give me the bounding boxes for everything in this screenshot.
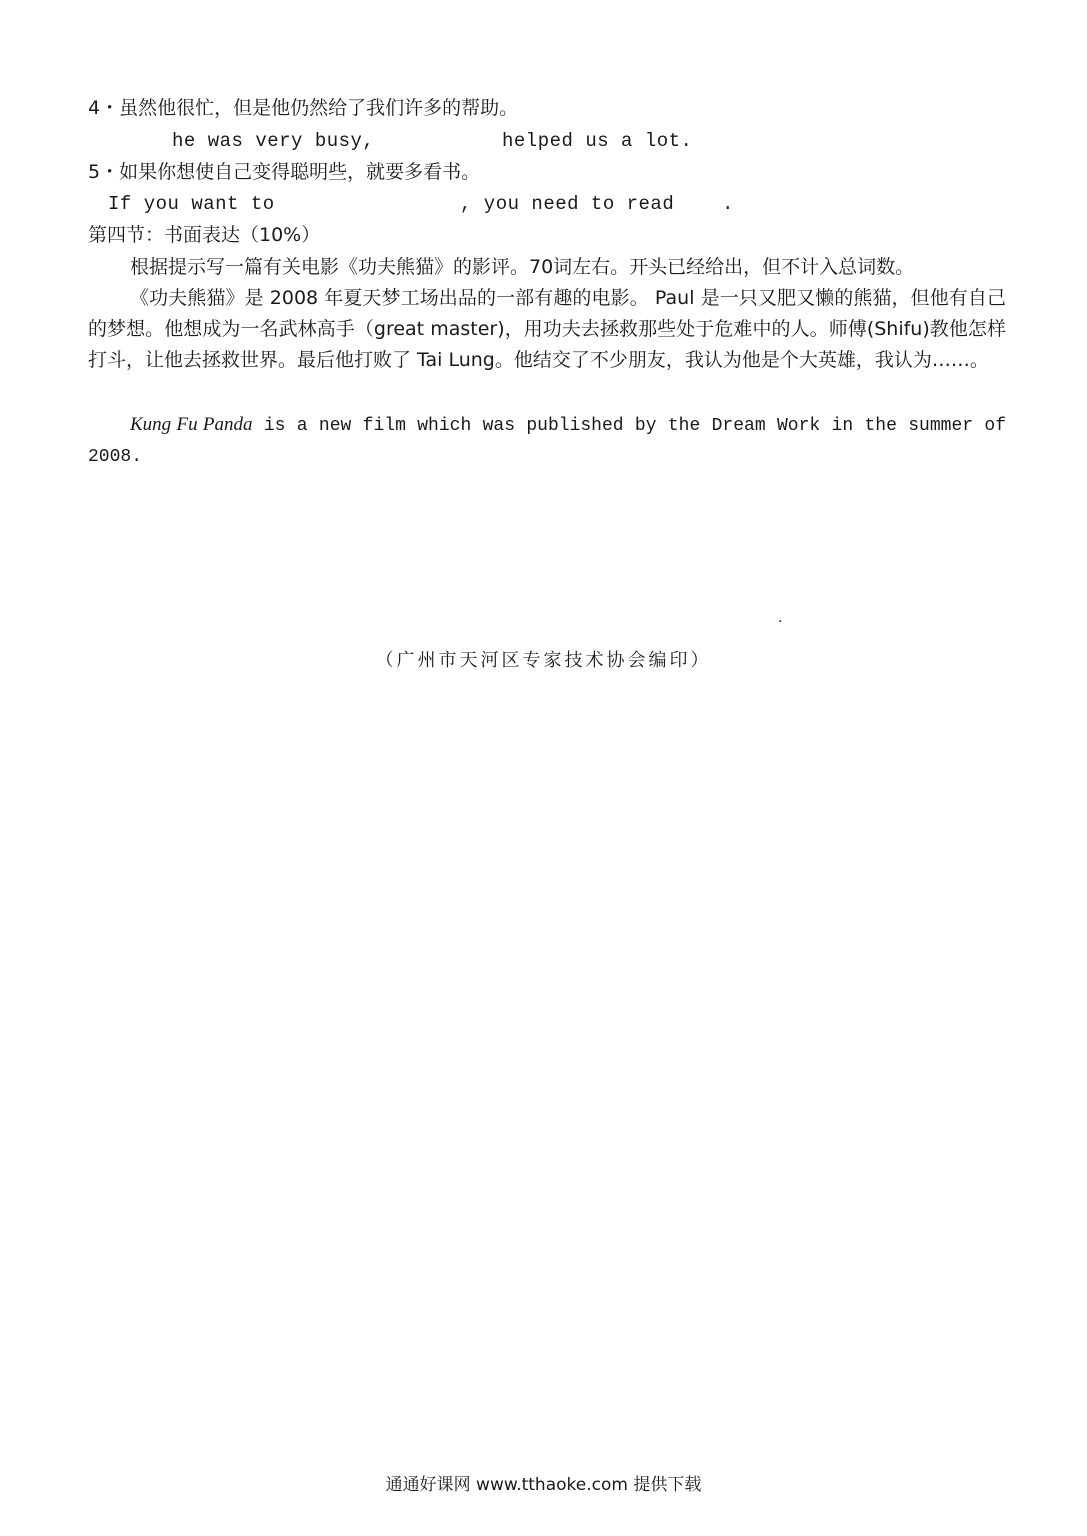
question-5-blank-line-part-2: , you need to read [460, 193, 675, 215]
question-5-chinese: 5・如果你想使自己变得聪明些，就要多看书。 [88, 161, 481, 183]
question-4-chinese: 4・虽然他很忙，但是他仍然给了我们许多的帮助。 [88, 97, 519, 119]
essay-opening [88, 409, 1006, 473]
writing-prompt: 《功夫熊猫》是 2008 年夏天梦工场出品的一部有趣的电影。 Paul 是一只又肥又懒的熊猫，但他有自己的梦想。他想成为一名武林高手（great master)，用功夫去拯救那些处于危难中的人。师傅(Shifu)教他怎样打斗，让他去拯救世界。最后他打败了 Tai Lung。他结交了不少朋友，我认为他是个大英雄，我认为……。 [88, 287, 1006, 371]
publisher-note: （广州市天河区专家技术协会编印） [375, 650, 712, 671]
film-title: Kung Fu Panda [130, 414, 253, 435]
writing-instruction: 根据提示写一篇有关电影《功夫熊猫》的影评。70词左右。开头已经给出，但不计入总词数。 [130, 256, 915, 278]
essay-opening-text: is a new film which was published by the Dream Work in the summer of 2008. [88, 416, 1006, 467]
question-5-blank-line-part-3: . [722, 193, 734, 215]
stray-dot: . [778, 610, 783, 626]
download-site-credit: 通通好课网 www.tthaoke.com 提供下载 [385, 1475, 702, 1495]
section-heading: 第四节：书面表达（10%） [88, 224, 321, 246]
question-4-blank-line-part-2: helped us a lot. [502, 130, 693, 152]
question-5-blank-line-part-1: If you want to [108, 193, 275, 215]
question-4-blank-line-part-1: he was very busy, [172, 130, 375, 152]
